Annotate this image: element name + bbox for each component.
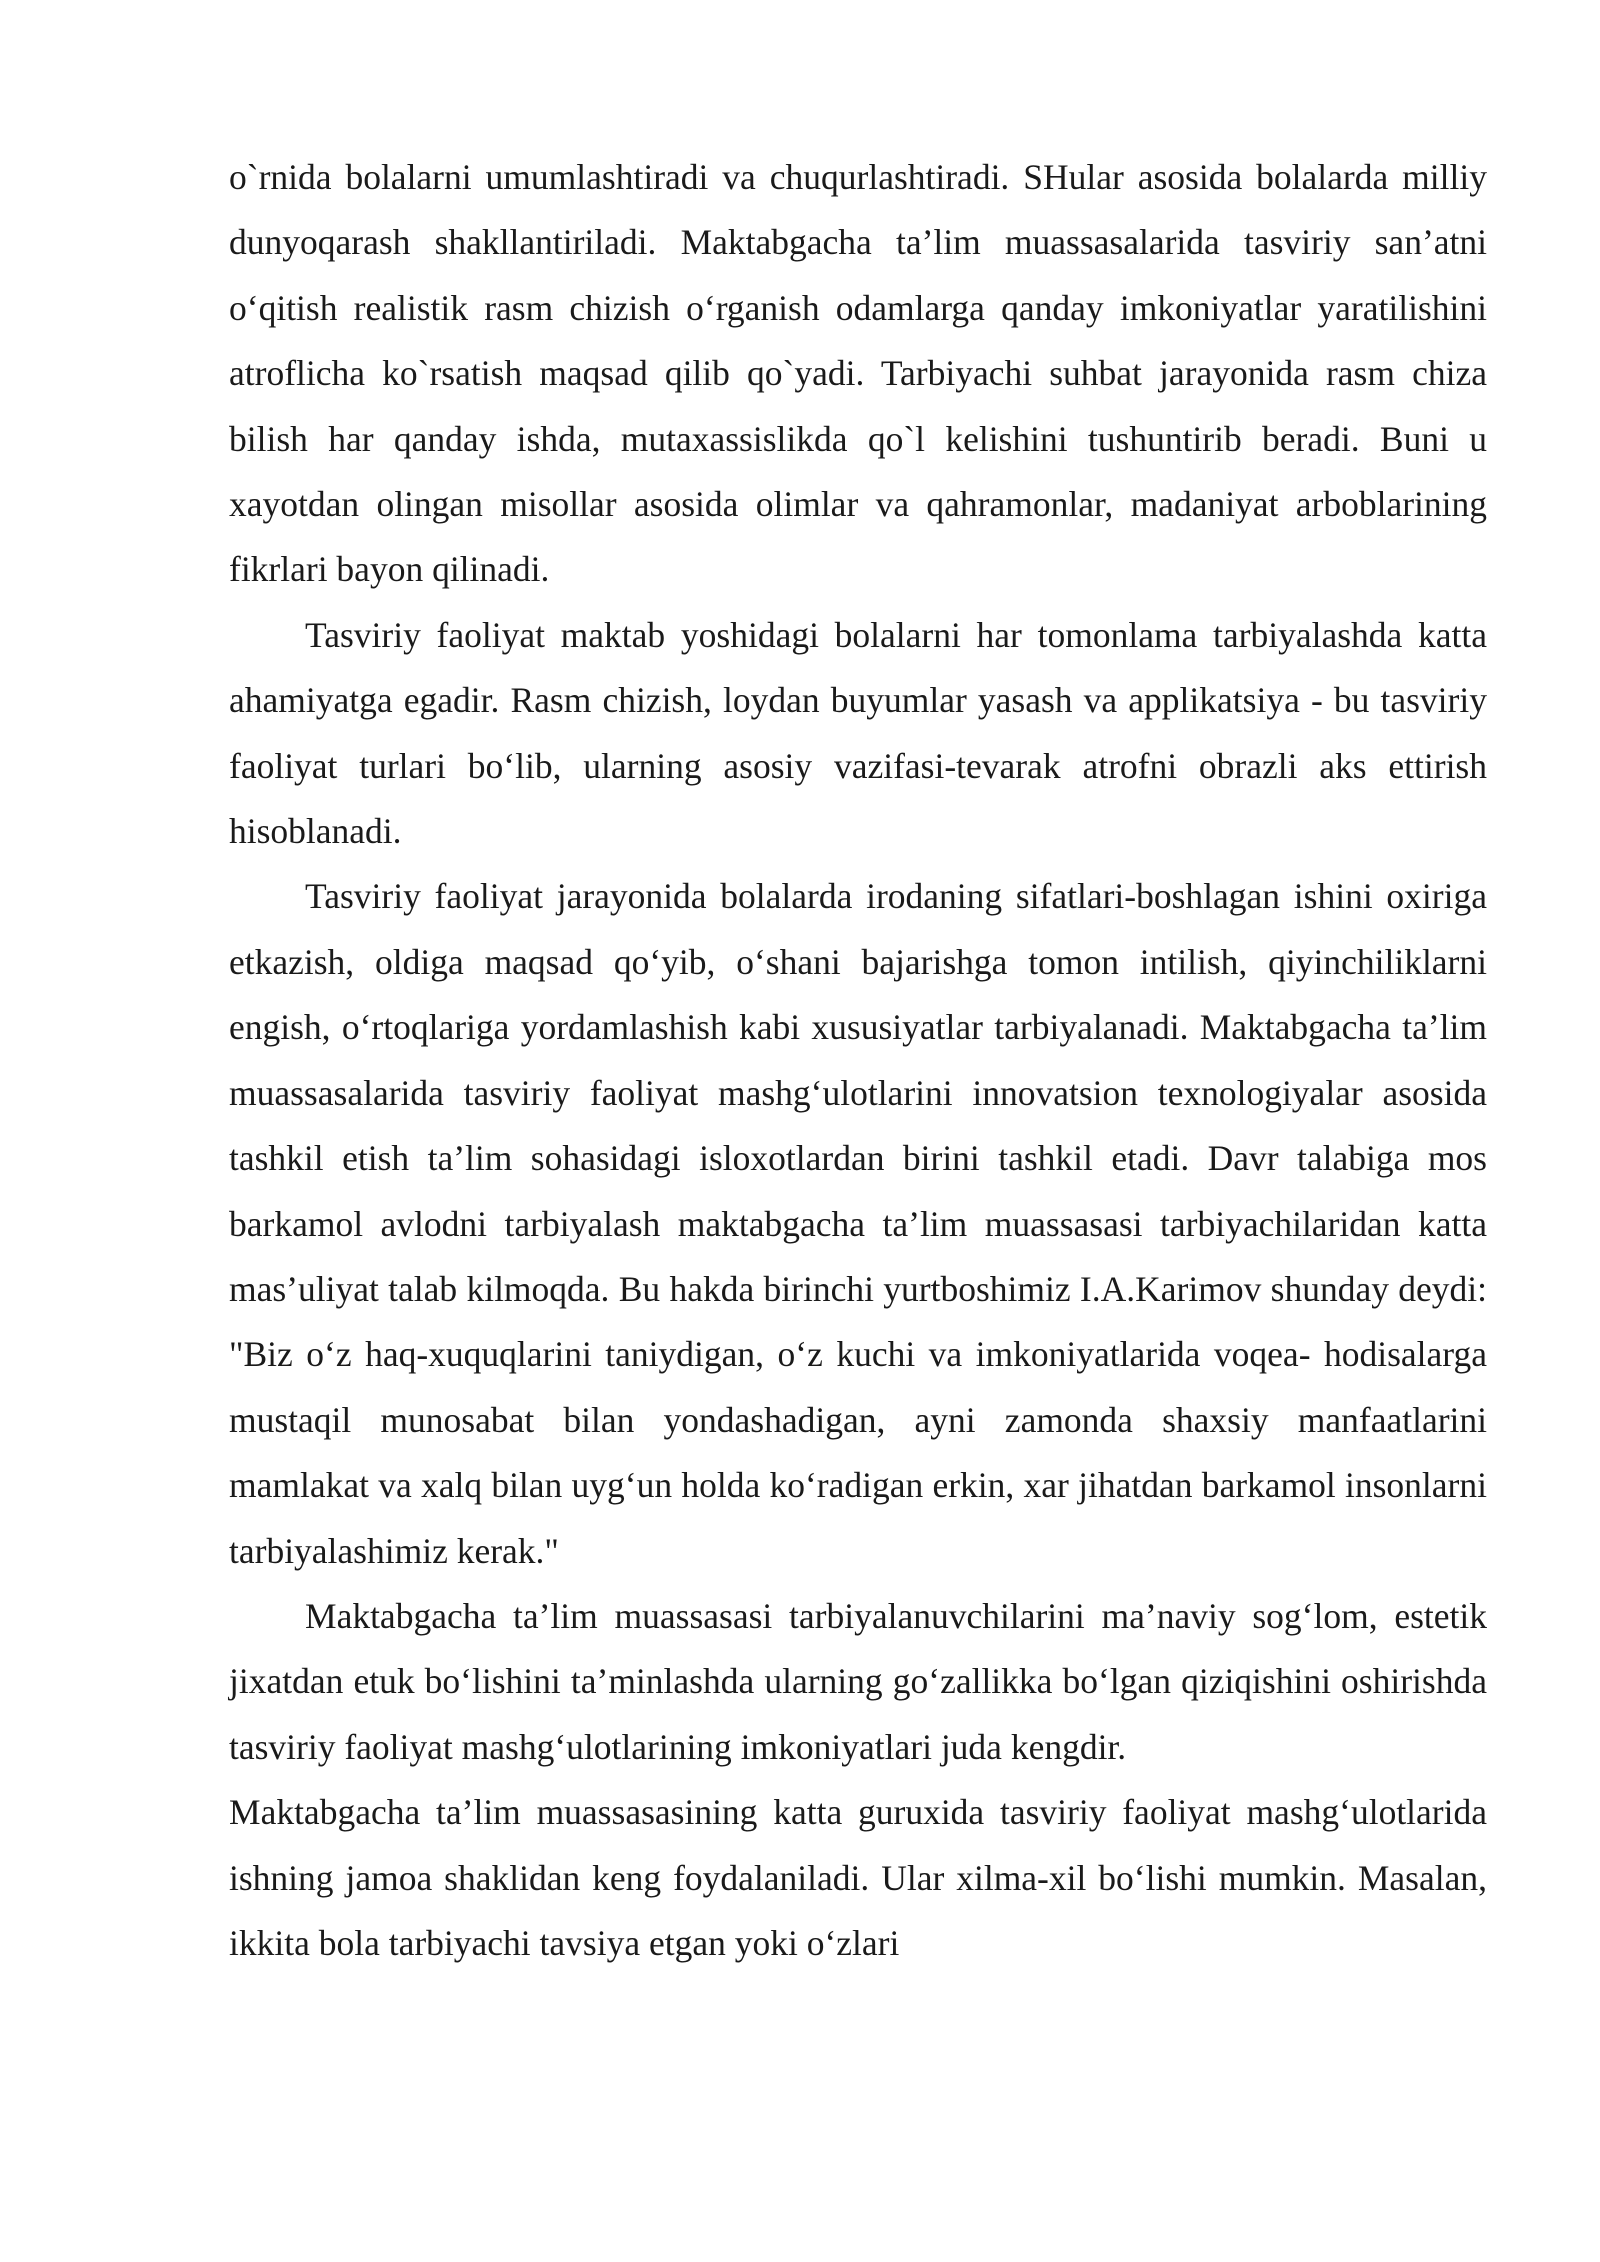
paragraph-2: Tasviriy faoliyat maktab yoshidagi bolalarni har tomonlama tarbiyalashda katta ahamiyatga egadir. Rasm chizish, loydan buyumlar yasash va applikatsiya - bu tasviriy faoliyat turlari bo‘lib, ularning asosiy vazifasi-tevarak atrofni obrazli aks ettirish hisoblanadi. xyxy=(229,614,1487,852)
paragraph-1: o`rnida bolalarni umumlashtiradi va chuqurlashtiradi. SHular asosida bolalarda milliy dunyoqarash shakllantiriladi. Maktabgacha ta’lim muassasalarida tasviriy san’atni o‘qitish realistik rasm chizish o‘rganish odamlarga qanday imkoniyatlar yaratilishini atroflicha ko`rsatish maqsad qilib qo`yadi. Tarbiyachi suhbat jarayonida rasm chiza bilish har qanday ishda, mutaxassislikda qo`l kelishini tushuntirib beradi. Buni u xayotdan olingan misollar asosida olimlar va qahramonlar, madaniyat arboblarining fikrlari bayon qilinadi. xyxy=(229,157,1487,590)
paragraph-3: Tasviriy faoliyat jarayonida bolalarda irodaning sifatlari-boshlagan ishini oxiriga etkazish, oldiga maqsad qo‘yib, o‘shani bajarishga tomon intilish, qiyinchiliklarni engish, o‘rtoqlariga yordamlashish kabi xususiyatlar tarbiyalanadi. Maktabgacha ta’lim muassasalarida tasviriy faoliyat mashg‘ulotlarini innovatsion texnologiyalar asosida tashkil etish ta’lim sohasidagi isloxotlardan birini tashkil etadi. Davr talabiga mos barkamol avlodni tarbiyalash maktabgacha ta’lim muassasasi tarbiyachilaridan katta mas’uliyat talab kilmoqda. Bu hakda birinchi yurtboshimiz I.A.Karimov shunday deydi: "Biz o‘z haq-xuquqlarini taniydigan, o‘z kuchi va imkoniyatlarida voqea- hodisalarga mustaqil munosabat bilan yondashadigan, ayni zamonda shaxsiy manfaatlarini mamlakat va xalq bilan uyg‘un holda ko‘radigan erkin, xar jihatdan barkamol insonlarni tarbiyalashimiz kerak." xyxy=(229,876,1487,1571)
document-body xyxy=(229,145,1487,1976)
paragraph-4: Maktabgacha ta’lim muassasasi tarbiyalanuvchilarini ma’naviy sog‘lom, estetik jixatdan etuk bo‘lishini ta’minlashda ularning go‘zallikka bo‘lgan qiziqishini oshirishda tasviriy faoliyat mashg‘ulotlarining imkoniyatlari juda kengdir. xyxy=(229,1595,1487,1767)
paragraph-5: Maktabgacha ta’lim muassasasining katta guruxida tasviriy faoliyat mashg‘ulotlarida ishning jamoa shaklidan keng foydalaniladi. Ular xilma-xil bo‘lishi mumkin. Masalan, ikkita bola tarbiyachi tavsiya etgan yoki o‘zlari xyxy=(229,1792,1487,1963)
